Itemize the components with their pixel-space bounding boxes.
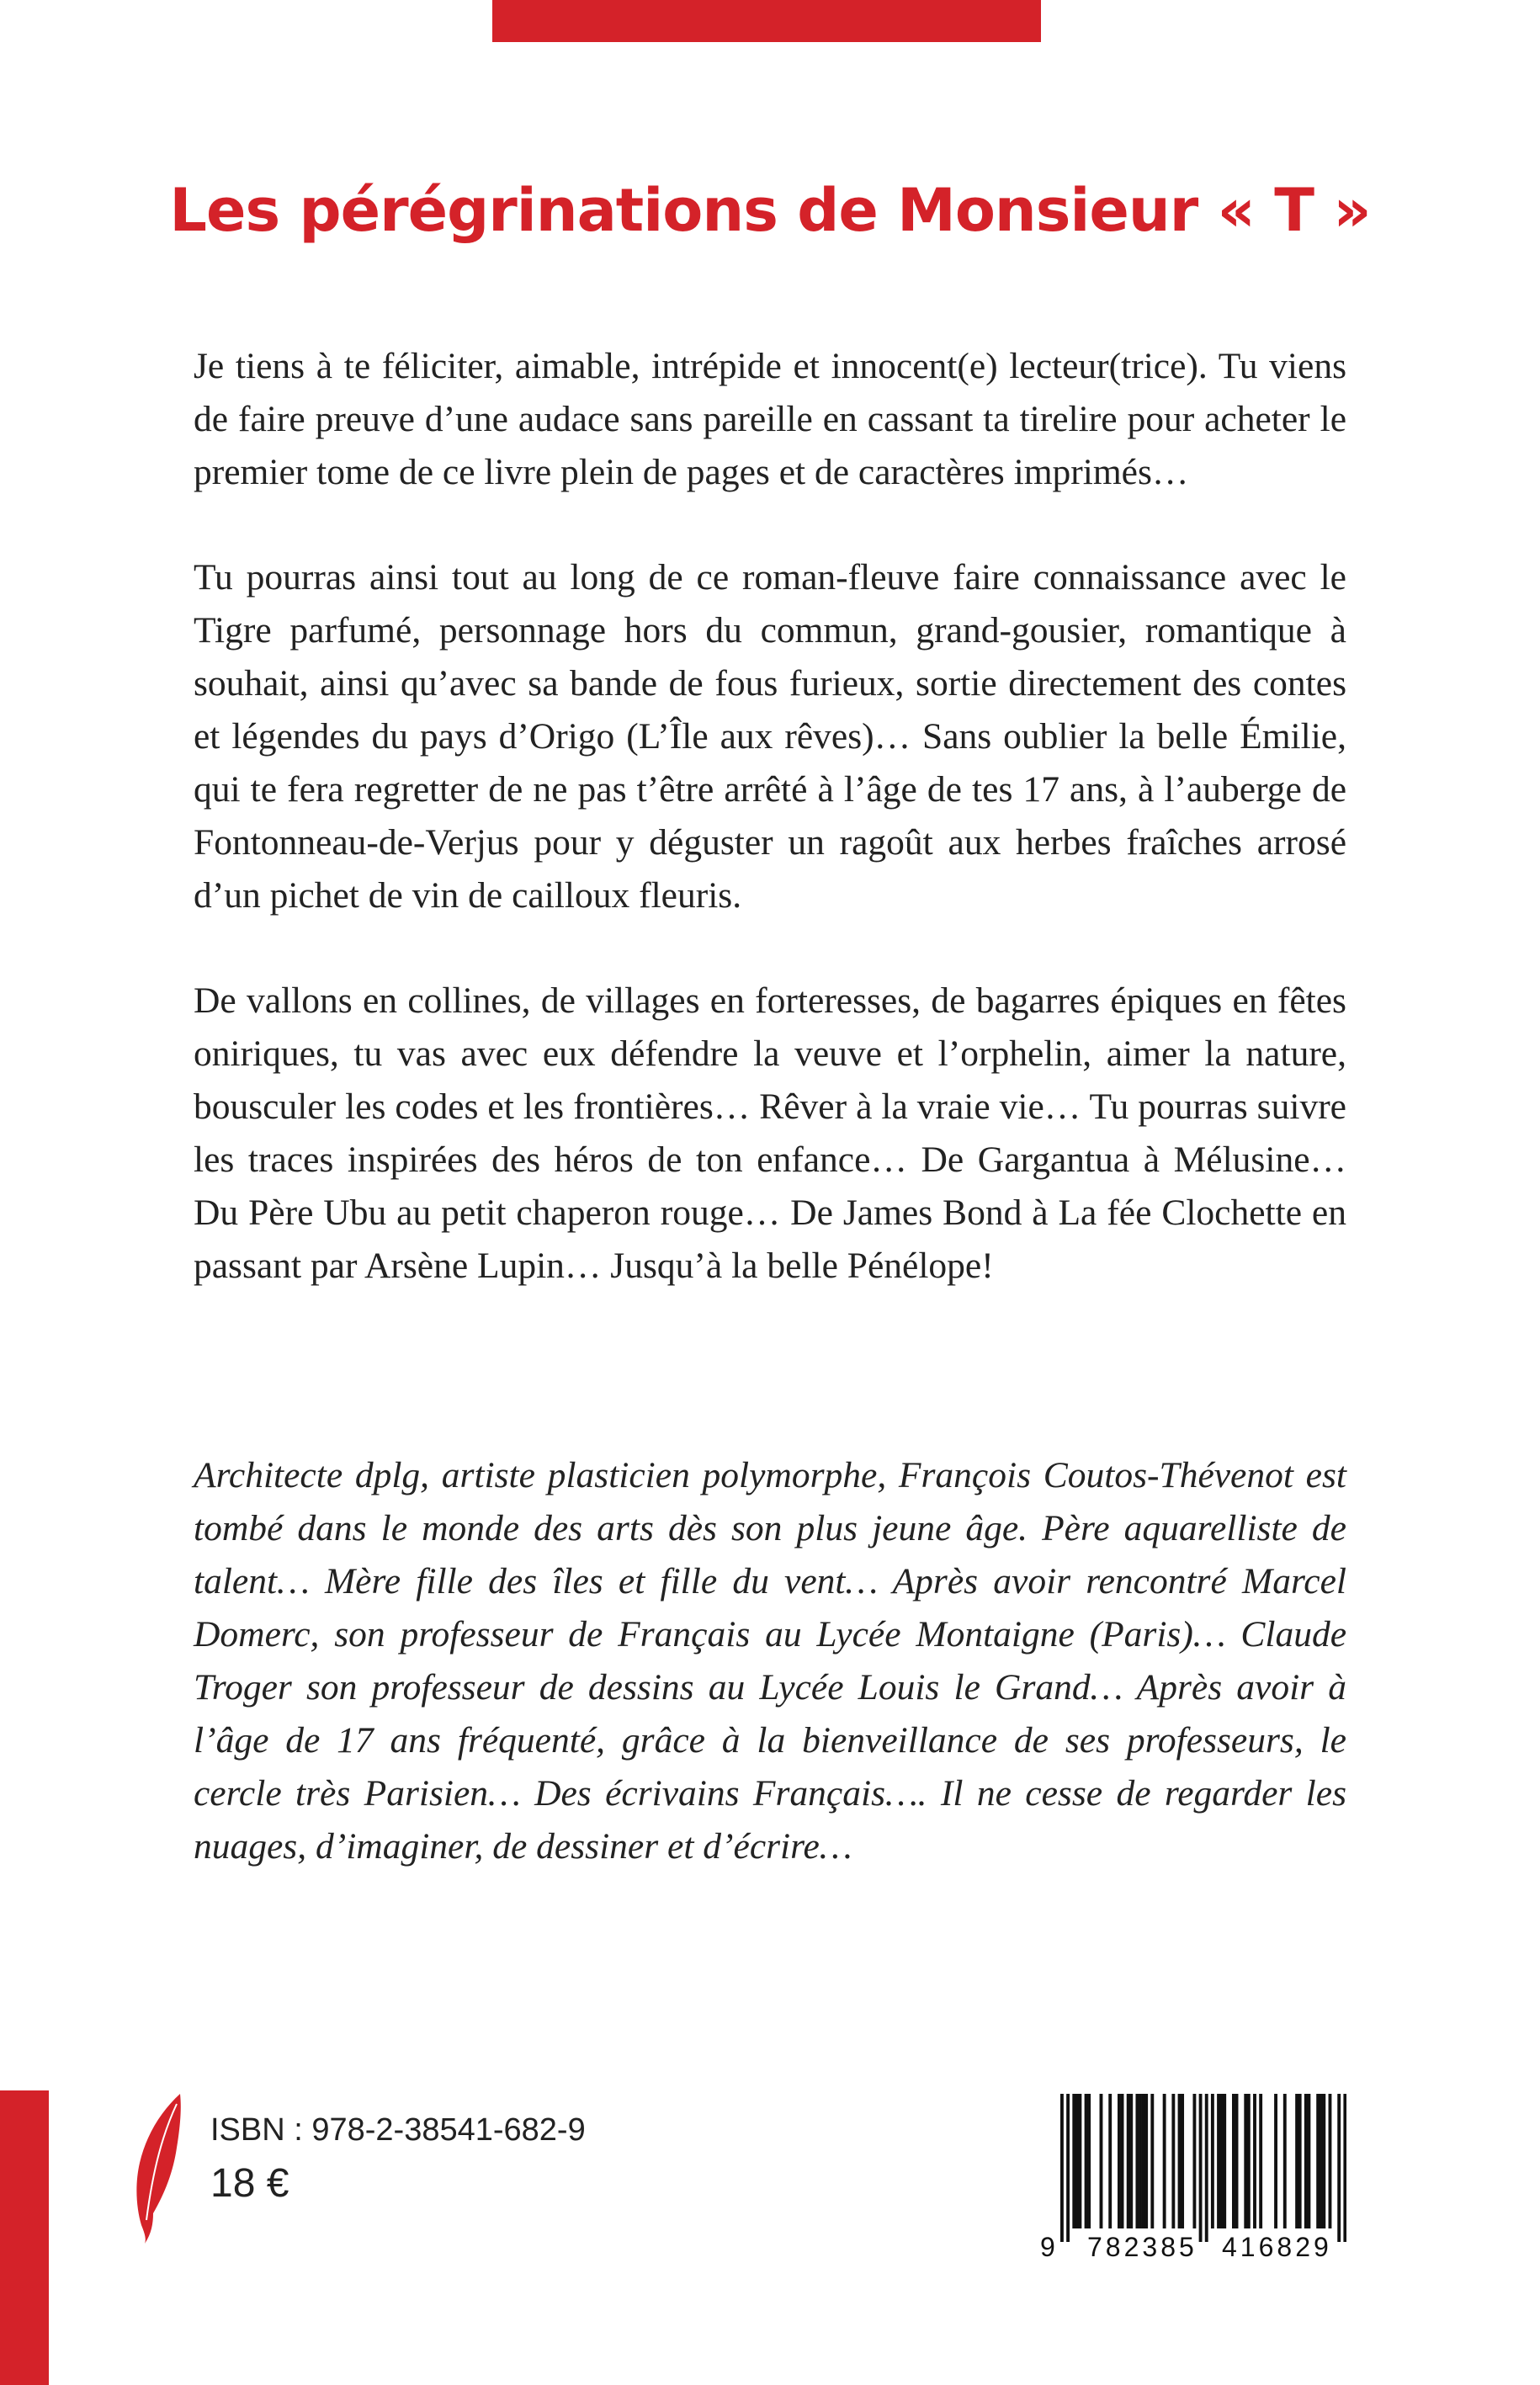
barcode-bar <box>1343 2094 1346 2242</box>
barcode-bar <box>1211 2094 1214 2228</box>
book-title: Les pérégrinations de Monsieur « T » <box>169 176 1371 245</box>
barcode-bar <box>1142 2094 1145 2228</box>
blurb <box>194 340 1346 1293</box>
barcode-bar <box>1181 2094 1184 2228</box>
barcode-bar <box>1144 2094 1148 2228</box>
blurb-paragraph-1: Je tiens à te féliciter, aimable, intrépide et innocent(e) lecteur(trice). Tu viens de faire preuve d’une audace sans pareille en cassant ta tirelire pour acheter le premier tome de ce livre plein de pages et de caractères imprimés… <box>194 346 1346 492</box>
barcode-bar <box>1322 2094 1325 2228</box>
barcode-bar <box>1205 2094 1208 2242</box>
barcode-bar <box>1320 2094 1323 2228</box>
barcode-bar <box>1121 2094 1124 2228</box>
barcode-bar <box>1066 2094 1070 2242</box>
barcode-bar <box>1129 2094 1133 2228</box>
barcode-bar <box>1118 2094 1121 2228</box>
barcode-right-group: 416829 <box>1222 2232 1332 2262</box>
barcode-first-digit: 9 <box>1040 2232 1055 2262</box>
barcode-bar <box>1178 2094 1182 2228</box>
blurb-paragraph-2: Tu pourras ainsi tout au long de ce roman-fleuve faire connaissance avec le Tigre parfumé, personnage hors du commun, grand-gousier, romantique à souhait, ainsi qu’avec sa bande de fous furieux, sortie directement des contes et légendes du pays d’Origo (L’Île aux rêves)… Sans oublier la belle Émilie, qui te fera regretter de ne pas t’être arrêté à l’âge de tes 17 ans, à l’auberge de Fontonneau-de-Verjus pour y déguster un ragoût aux herbes fraîches arrosé d’un pichet de vin de cailloux fleuris. <box>194 557 1346 916</box>
barcode-bar <box>1163 2094 1166 2228</box>
price-label: 18 € <box>210 2161 289 2206</box>
barcode <box>1035 2082 1372 2272</box>
isbn-label: ISBN : 978-2-38541-682-9 <box>210 2112 586 2148</box>
side-accent-bar <box>0 2090 49 2385</box>
barcode-bar <box>1274 2094 1277 2228</box>
barcode-bar <box>1220 2094 1224 2228</box>
barcode-bar <box>1127 2094 1130 2228</box>
barcode-bar <box>1295 2094 1298 2228</box>
barcode-bar <box>1304 2094 1308 2228</box>
barcode-bar <box>1139 2094 1142 2228</box>
red-feather-icon <box>128 2092 187 2244</box>
barcode-bar <box>1329 2094 1332 2228</box>
barcode-bar <box>1232 2094 1235 2228</box>
barcode-bar <box>1135 2094 1139 2228</box>
barcode-bar <box>1283 2094 1287 2228</box>
barcode-bar <box>1085 2094 1088 2228</box>
barcode-bar <box>1192 2094 1196 2228</box>
barcode-bar <box>1171 2094 1175 2228</box>
barcode-bar <box>1247 2094 1251 2228</box>
barcode-bar <box>1244 2094 1247 2228</box>
top-accent-bar <box>492 0 1041 42</box>
barcode-bar <box>1316 2094 1320 2228</box>
barcode-bar <box>1078 2094 1081 2228</box>
barcode-bar <box>1199 2094 1203 2242</box>
barcode-bar <box>1253 2094 1256 2228</box>
barcode-bar <box>1337 2094 1341 2242</box>
barcode-bar <box>1072 2094 1075 2228</box>
barcode-digits <box>1035 2232 1372 2265</box>
blurb-paragraph-3: De vallons en collines, de villages en forteresses, de bagarres épiques en fêtes oniriques, tu vas avec eux défendre la veuve et l’orphelin, aimer la nature, bousculer les codes et les frontières… Rêver à la vraie vie… Tu pourras suivre les traces inspirées des héros de ton enfance… De Gargantua à Mélusine… Du Père Ubu au petit chaperon rouge… De James Bond à La fée Clochette en passant par Arsène Lupin… Jusqu’à la belle Pénélope! <box>194 980 1346 1286</box>
barcode-bar <box>1150 2094 1154 2228</box>
barcode-bar <box>1307 2094 1310 2228</box>
barcode-bar <box>1298 2094 1302 2228</box>
barcode-bar <box>1100 2094 1103 2228</box>
barcode-bar <box>1217 2094 1220 2228</box>
barcode-bar <box>1087 2094 1091 2228</box>
barcode-bar <box>1259 2094 1262 2228</box>
barcode-bar <box>1060 2094 1064 2242</box>
barcode-left-group: 782385 <box>1087 2232 1197 2262</box>
barcode-bar <box>1235 2094 1239 2228</box>
barcode-bar <box>1075 2094 1079 2228</box>
author-bio: Architecte dplg, artiste plasticien polymorphe, François Coutos-Thévenot est tombé dans le monde des arts dès son plus jeune âge. Père aquarelliste de talent… Mère fille des îles et fille du vent… Après avoir rencontré Marcel Domerc, son professeur de Français au Lycée Montaigne (Paris)… Claude Troger son professeur de dessins au Lycée Louis le Grand… Après avoir à l’âge de 17 ans fréquenté, grâce à la bienveillance de ses professeurs, le cercle très Parisien… Des écrivains Français…. Il ne cesse de regarder les nuages, d’imaginer, de dessiner et d’écrire… <box>194 1455 1346 1867</box>
barcode-bar <box>1108 2094 1112 2228</box>
barcode-bars <box>1060 2094 1346 2242</box>
barcode-bar <box>1223 2094 1226 2228</box>
